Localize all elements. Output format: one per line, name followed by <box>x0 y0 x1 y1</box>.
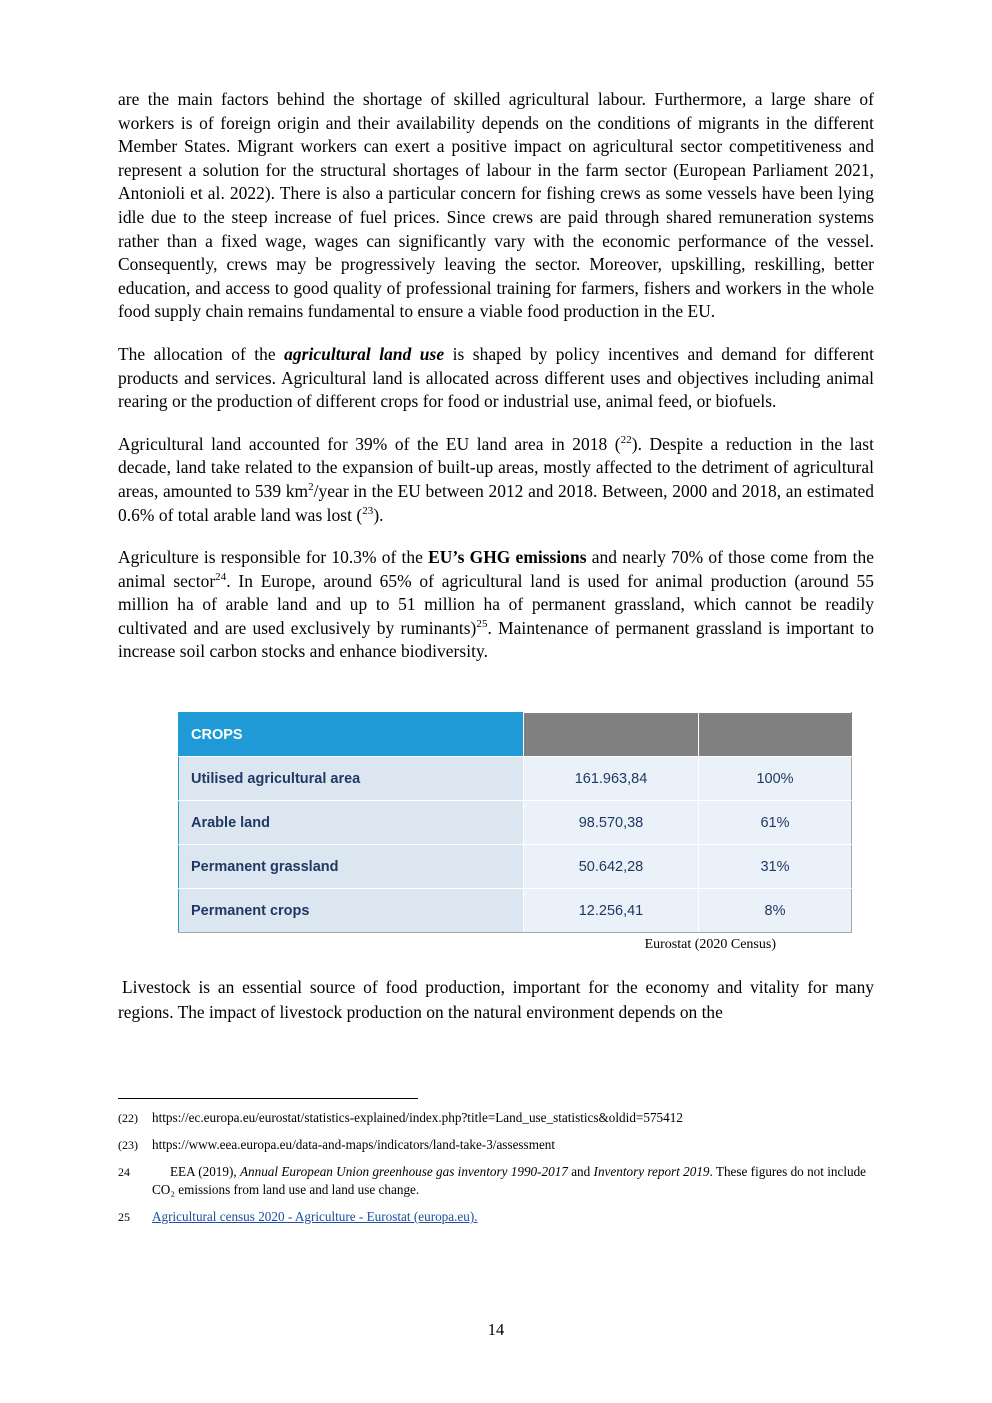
table-header-value-blank <box>524 713 699 757</box>
para4-seg1: Agriculture is responsible for 10.3% of the <box>118 547 429 568</box>
table-header-percent-blank <box>699 713 852 757</box>
row-value-permanent-crops: 12.256,41 <box>524 889 699 933</box>
row-label-permanent-grassland: Permanent grassland <box>179 845 524 889</box>
table-row <box>179 801 852 845</box>
row-label-utilised-agricultural-area: Utilised agricultural area <box>179 757 524 801</box>
paragraph-land-use-allocation <box>118 343 874 414</box>
table-source-caption: Eurostat (2020 Census) <box>644 937 776 953</box>
table-row <box>179 845 852 889</box>
row-percent-utilised-agricultural-area: 100% <box>699 757 852 801</box>
row-value-utilised-agricultural-area: 161.963,84 <box>524 757 699 801</box>
paragraph-livestock: Livestock is an essential source of food production, important for the economy and vitality for many regions. The impact of livestock production on the natural environment depends on the <box>118 977 874 1023</box>
footnote-25 <box>118 1208 874 1226</box>
paragraph-ghg-emissions <box>118 546 874 664</box>
footnote-24-italic1: Annual European Union greenhouse gas inventory 1990-2017 <box>239 1164 568 1179</box>
footnote-ref-22[interactable]: 22 <box>620 433 632 446</box>
footnote-22-text: https://ec.europa.eu/eurostat/statistics-explained/index.php?title=Land_use_statistics&oldid=575412 <box>152 1110 683 1125</box>
row-label-arable-land: Arable land <box>179 801 524 845</box>
paragraph-labour-shortage: are the main factors behind the shortage of skilled agricultural labour. Furthermore, a large share of workers is of foreign origin and their availability depends on the conditions of migrants in the different Member States. Migrant workers can exert a positive impact on agricultural sector competitiveness and represent a solution for the structural shortages of labour in the farm sector (European Parliament 2021, Antonioli et al. 2022). There is also a particular concern for fishing crews as some vessels have been lying idle due to the steep increase of fuel prices. Since crews are paid through shared remuneration systems rather than a fixed wage, wages can significantly vary with the economic performance of the vessel. Consequently, crews may be progressively leaving the sector. Moreover, upskilling, reskilling, better education, and access to good quality of professional training for farmers, fishers and workers in the whole food supply chain remains fundamental to ensure a viable food production in the EU. <box>118 89 874 322</box>
table-header-crops: CROPS <box>179 713 524 757</box>
row-label-permanent-crops: Permanent crops <box>179 889 524 933</box>
row-percent-permanent-grassland: 31% <box>699 845 852 889</box>
footnote-24-italic2: Inventory report 2019 <box>593 1164 710 1179</box>
footnote-24-marker: 24 <box>118 1165 130 1179</box>
footnote-24-part3: . These figures do not include CO₂ emissions from land use and land use change. <box>152 1164 867 1197</box>
footnote-22-marker: (22) <box>118 1111 138 1125</box>
table-header-row <box>179 713 852 757</box>
para4-seg2: and nearly 70% of those come from the animal sector <box>118 547 874 591</box>
superscript-squared: 2 <box>308 481 314 494</box>
footnote-23-marker: (23) <box>118 1138 138 1152</box>
page-number: 14 <box>487 1320 505 1339</box>
para3-seg1: Agricultural land accounted for 39% of the EU land area in 2018 ( <box>118 433 621 454</box>
footnote-ref-25[interactable]: 25 <box>476 618 488 631</box>
footnote-24-part2: and <box>567 1164 594 1179</box>
para3-seg4: ). <box>373 504 384 525</box>
para3-seg2: ). Despite a reduction in the last decade, land take related to the expansion of built-up areas, mostly affected to the detriment of agricultural areas, amounted to 539 km <box>118 433 874 501</box>
para4-emphasis: EU’s GHG emissions <box>428 547 587 568</box>
footnote-24-text <box>152 1163 874 1199</box>
para2-after: is shaped by policy incentives and demand for different products and services. Agricultural land is allocated across different uses and objectives including animal rearing or the production of different crops for food or industrial use, animal feed, or biofuels. <box>118 343 874 412</box>
footnote-separator <box>118 1098 418 1099</box>
para2-before: The allocation of the <box>118 343 285 364</box>
footnote-23-text: https://www.eea.europa.eu/data-and-maps/indicators/land-take-3/assessment <box>152 1137 556 1152</box>
footnote-25-marker: 25 <box>118 1210 130 1224</box>
row-percent-permanent-crops: 8% <box>699 889 852 933</box>
footnote-25-link[interactable]: Agricultural census 2020 - Agriculture - Eurostat (europa.eu). <box>152 1209 478 1224</box>
footnote-ref-24[interactable]: 24 <box>215 570 227 583</box>
row-percent-arable-land: 61% <box>699 801 852 845</box>
para4-seg3: . In Europe, around 65% of agricultural land is used for animal production (around 55 million ha of arable land and up to 51 million ha of permanent grassland, which cannot be readily cultivated and are used exclusively by ruminants) <box>118 570 874 638</box>
table-row <box>179 889 852 933</box>
footnote-24-part1: EEA (2019), <box>170 1164 240 1179</box>
crops-table-container <box>178 712 794 953</box>
para3-seg3: /year in the EU between 2012 and 2018. Between, 2000 and 2018, an estimated 0.6% of total arable land was lost ( <box>118 480 874 525</box>
row-value-permanent-grassland: 50.642,28 <box>524 845 699 889</box>
footnote-22 <box>118 1109 874 1127</box>
para4-seg4: . Maintenance of permanent grassland is important to increase soil carbon stocks and enhance biodiversity. <box>118 617 874 662</box>
crops-table <box>178 712 852 933</box>
table-row <box>179 757 852 801</box>
footnote-ref-23[interactable]: 23 <box>362 504 374 517</box>
footnotes-section <box>118 1098 874 1235</box>
para2-emphasis: agricultural land use <box>284 343 445 364</box>
footnote-24 <box>118 1163 874 1199</box>
paragraph-agricultural-land-share <box>118 433 874 527</box>
footnote-23 <box>118 1136 874 1154</box>
row-value-arable-land: 98.570,38 <box>524 801 699 845</box>
footnote-25-text <box>152 1208 874 1226</box>
